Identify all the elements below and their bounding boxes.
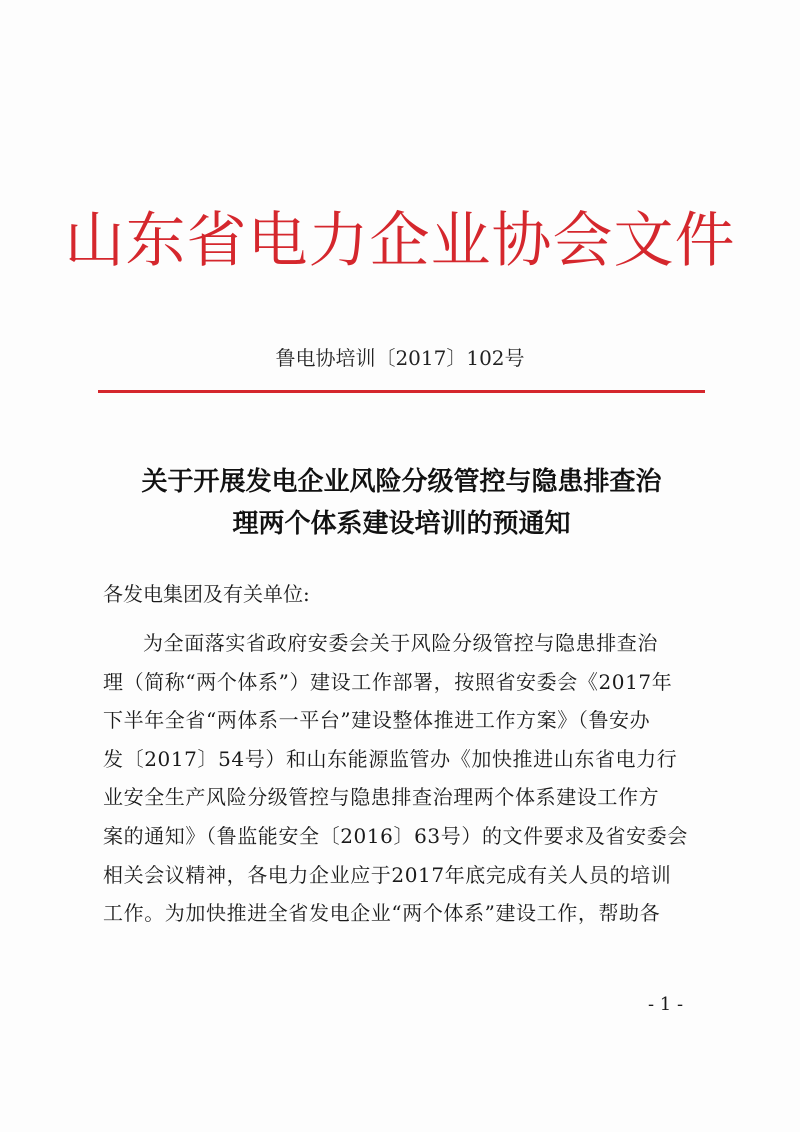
- body-line: 为全面落实省政府安委会关于风险分级管控与隐患排查治: [143, 631, 658, 655]
- letterhead-divider: [98, 390, 705, 393]
- salutation: 各发电集团及有关单位:: [103, 582, 310, 606]
- body-line: 理（简称“两个体系”）建设工作部署，按照省安委会《2017年: [103, 669, 673, 694]
- body-line: 下半年全省“两体系一平台”建设整体推进工作方案》（鲁安办: [103, 708, 651, 733]
- body-line: 发〔2017〕54号）和山东能源监管办《加快推进山东省电力行: [103, 746, 678, 771]
- document-number: 鲁电协培训〔2017〕102号: [275, 346, 525, 370]
- body-line: 案的通知》（鲁监能安全〔2016〕63号）的文件要求及省安委会: [103, 823, 688, 848]
- document-title: [98, 461, 705, 545]
- body-line: 相关会议精神，各电力企业应于2017年底完成有关人员的培训: [103, 862, 672, 887]
- document-title-line-2: 理两个体系建设培训的预通知: [232, 509, 571, 539]
- body-paragraph: [103, 624, 703, 933]
- body-line: 业安全生产风险分级管控与隐患排查治理两个体系建设工作方: [103, 785, 660, 810]
- letterhead-title: 山东省电力企业协会文件: [64, 206, 736, 276]
- body-line: 工作。为加快推进全省发电企业“两个体系”建设工作，帮助各: [103, 901, 661, 926]
- page-number: - 1 -: [648, 994, 684, 1015]
- document-title-line-1: 关于开展发电企业风险分级管控与隐患排查治: [141, 467, 662, 497]
